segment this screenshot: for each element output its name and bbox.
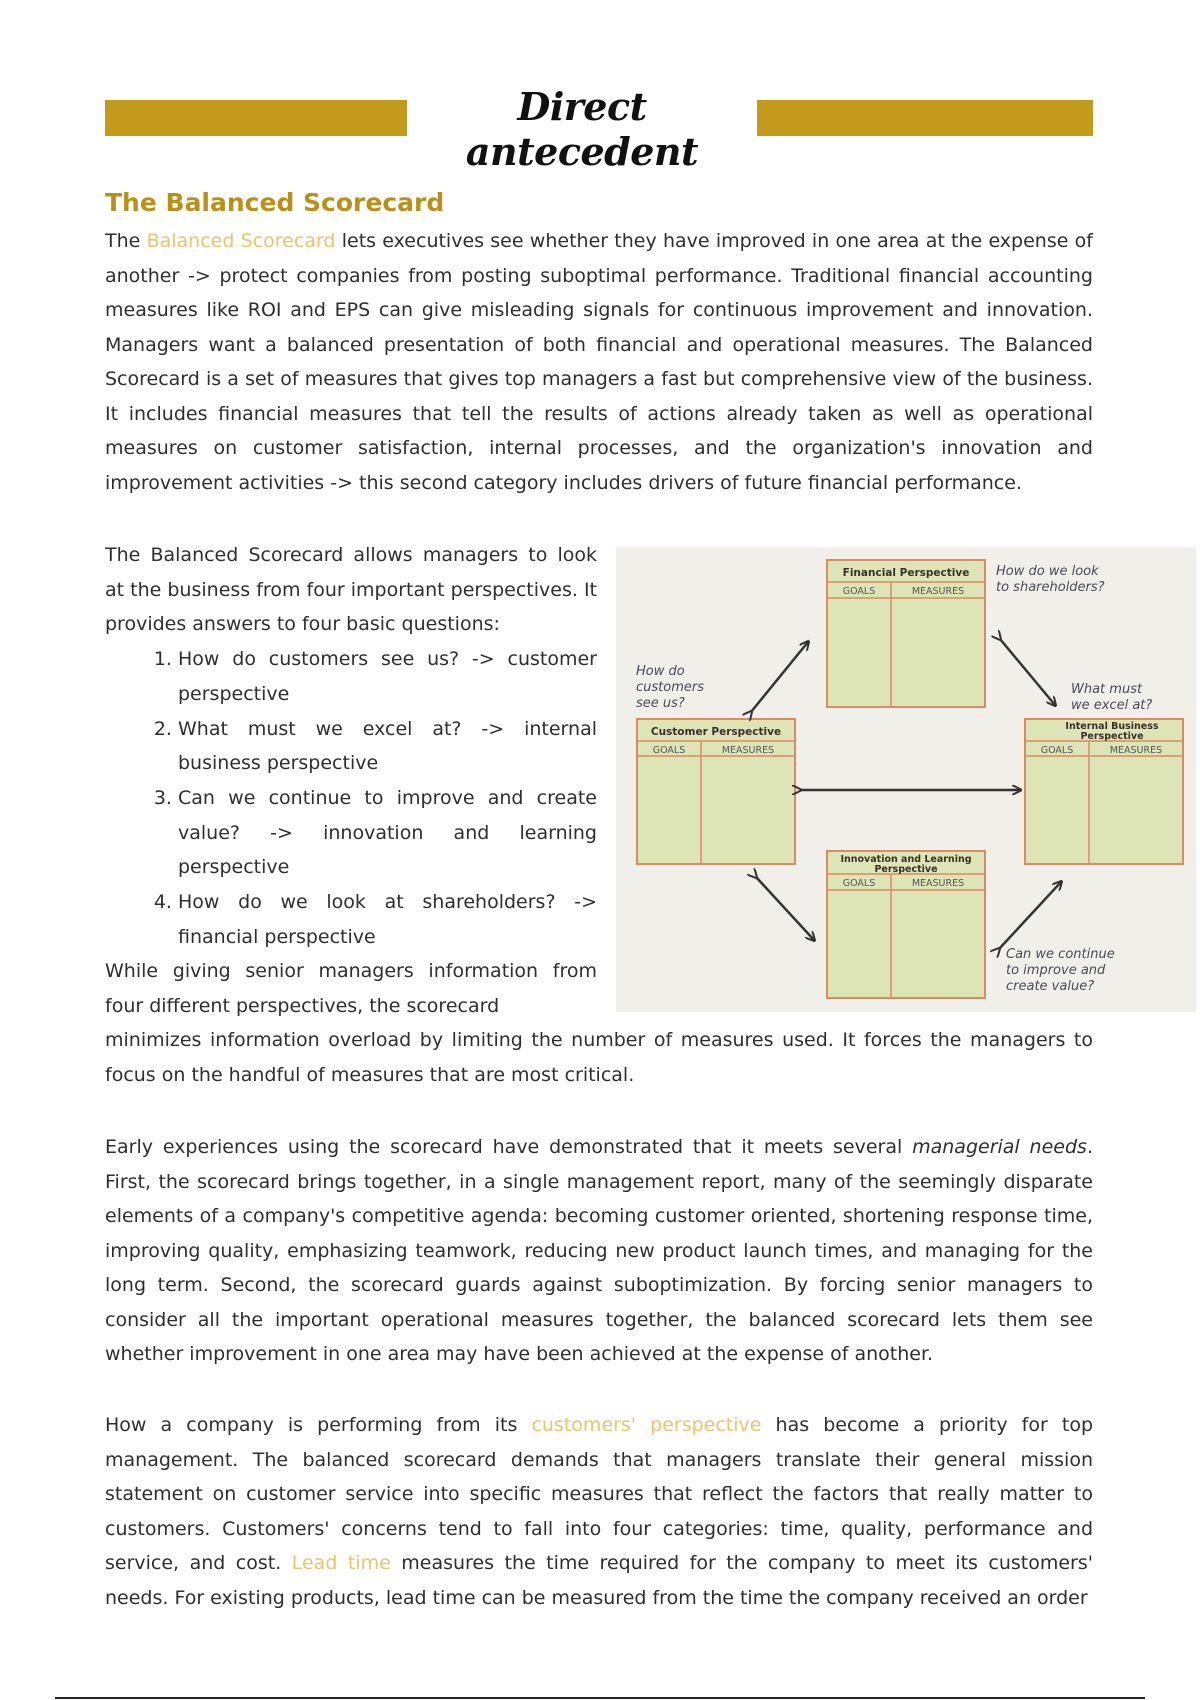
perspectives-intro: The Balanced Scorecard allows managers to look at the business from four important perspectives. It provides answers to four basic questions: (105, 544, 597, 636)
perspectives-after: While giving senior managers information from four different perspectives, the scorecard (105, 960, 597, 1018)
perspectives-column (105, 538, 597, 1024)
text-span: The (105, 230, 147, 252)
innovation-learning-perspective-box (827, 851, 985, 998)
goals-label: GOALS (1040, 745, 1074, 756)
internal-question (1071, 682, 1152, 713)
paragraph-intro (105, 224, 1093, 500)
list-item: 4. How do we look at shareholders? -> financial perspective (178, 885, 597, 954)
internal-business-perspective-box (1025, 719, 1183, 864)
header-bar-left (105, 100, 407, 136)
lead-time-link[interactable]: Lead time (291, 1552, 391, 1574)
question-line: we excel at? (1071, 698, 1153, 713)
balanced-scorecard-link[interactable]: Balanced Scorecard (146, 230, 336, 252)
customers-perspective-link[interactable]: customers' perspective (531, 1414, 762, 1436)
perspectives-list (105, 642, 597, 954)
measures-label: MEASURES (911, 878, 965, 889)
page-header (105, 84, 1093, 174)
paragraph-managerial-needs (105, 1130, 1093, 1372)
arrow-financial-internal (1000, 639, 1055, 705)
customer-perspective-box (637, 719, 795, 864)
diagram-svg (616, 547, 1196, 1012)
arrow-customer-financial (751, 642, 808, 712)
goals-label: GOALS (842, 586, 876, 597)
paragraph-customer-perspective (105, 1408, 1093, 1615)
balanced-scorecard-diagram (616, 547, 1196, 1012)
question-line: create value? (1006, 979, 1095, 994)
goals-label: GOALS (842, 878, 876, 889)
text-span: lets executives see whether they have improved in one area at the expense of another -> protect companies from posting suboptimal performance. Traditional financial accounting measures like ROI and EPS can give misleading signals for continuous improvement and innovation. Managers want a balanced presentation of both financial and operational measures. The Balanced Scorecard is a set of measures that gives top managers a fast but comprehensive view of the business. It includes financial measures that tell the results of actions already taken as well as operational measures on customer satisfaction, internal processes, and the organization's innovation and improvement activities -> this second category includes drivers of future financial performance. (105, 230, 1093, 494)
arrow-customer-innovation (756, 877, 814, 940)
page-title: Direct antecedent (465, 84, 699, 174)
question-line: to shareholders? (996, 580, 1105, 595)
measures-label: MEASURES (911, 586, 965, 597)
question-line: How do we look (996, 564, 1099, 579)
innovation-title-line2: Perspective (874, 864, 938, 875)
internal-title-line2: Perspective (1080, 731, 1144, 742)
text-span: How a company is performing from its (105, 1414, 532, 1436)
page-bottom-rule (55, 1697, 1145, 1699)
innovation-title-line1: Innovation and Learning (840, 854, 972, 865)
question-line: What must (1071, 682, 1143, 697)
section-title: The Balanced Scorecard (105, 188, 445, 217)
question-line: customers (636, 680, 704, 695)
emphasis-text: managerial needs (912, 1136, 1087, 1158)
paragraph-overload: minimizes information overload by limiting the number of measures used. It forces the managers to focus on the handful of measures that are most critical. (105, 1029, 1093, 1086)
text-span: . First, the scorecard brings together, in a single management report, many of the seemingly disparate elements of a company's competitive agenda: becoming customer oriented, shortening response time, improving quality, emphasizing teamwork, reducing new product launch times, and managing for the long term. Second, the scorecard guards against suboptimization. By forcing senior managers to consider all the important operational measures together, the balanced scorecard lets them see whether improvement in one area may have been achieved at the expense of another. (105, 1136, 1093, 1365)
list-item: 1. How do customers see us? -> customer perspective (178, 642, 597, 711)
financial-title: Financial Perspective (842, 567, 970, 579)
customer-question (636, 664, 704, 711)
innovation-question (1006, 947, 1115, 994)
question-line: see us? (636, 696, 685, 711)
list-item: 2. What must we excel at? -> internal business perspective (178, 712, 597, 781)
financial-perspective-box (827, 560, 985, 707)
goals-label: GOALS (652, 745, 686, 756)
text-span: has become a priority for top management. The balanced scorecard demands that managers translate their general mission statement on customer service into specific measures that reflect the factors that really matter to customers. Customers' concerns tend to fall into four categories: time, quality, performance and service, and cost. (105, 1414, 1093, 1574)
question-line: to improve and (1006, 963, 1106, 978)
header-bar-right (757, 100, 1093, 136)
question-line: How do (636, 664, 685, 679)
measures-label: MEASURES (721, 745, 775, 756)
question-line: Can we continue (1006, 947, 1115, 962)
list-item: 3. Can we continue to improve and create value? -> innovation and learning perspective (178, 781, 597, 885)
internal-title-line1: Internal Business (1065, 721, 1159, 732)
customer-title: Customer Perspective (650, 726, 782, 738)
text-span: Early experiences using the scorecard have demonstrated that it meets several (105, 1136, 913, 1158)
measures-label: MEASURES (1109, 745, 1163, 756)
text-span: measures the time required for the company to meet its customers' needs. For existing products, lead time can be measured from the time the company received an order (105, 1552, 1093, 1609)
financial-question (996, 564, 1105, 595)
arrow-innovation-internal (999, 882, 1061, 949)
